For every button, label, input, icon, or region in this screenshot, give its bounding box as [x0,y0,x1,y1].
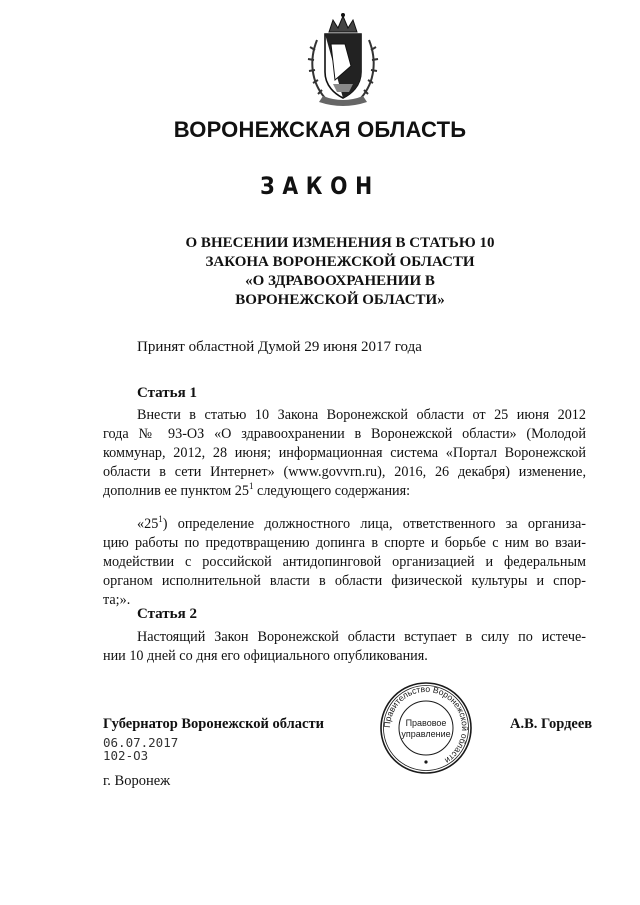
law-title-line: О ВНЕСЕНИИ ИЗМЕНЕНИЯ В СТАТЬЮ 10 [185,235,495,251]
text-fragment: следующего содержания: [253,483,411,499]
text-line: Настоящий Закон Воронежской области вступает в силу по истече- [137,629,586,645]
text-line: коммунар, 2012, 28 июня; информационная система «Портал Воронежской [103,445,586,461]
registration-date: 06.07.2017 [103,735,179,750]
stamp-ring-text: Правительство Воронежской области [381,683,471,766]
text-fragment: ) определение должностного лица, ответственного за организа- [162,516,586,532]
text-fragment: дополнив ее пунктом 25 [103,483,249,499]
text-line: модействии с российской антидопинговой организацией и федеральным [103,554,586,570]
law-title-line: «О ЗДРАВООХРАНЕНИИ В [245,273,435,289]
document-type: ЗАКОН [260,172,380,200]
adoption-note: Принят областной Думой 29 июня 2017 года [137,339,422,355]
law-title [140,234,540,310]
law-title-line: ЗАКОНА ВОРОНЕЖСКОЙ ОБЛАСТИ [205,254,475,270]
registration-number: 102-ОЗ [103,748,149,763]
text-line [103,482,586,501]
superscript: 1 [158,515,163,524]
text-fragment: «25 [137,516,159,532]
region-title: ВОРОНЕЖСКАЯ ОБЛАСТЬ [173,117,467,142]
article-1-paragraph [103,406,586,501]
text-line: года № 93-ОЗ «О здравоохранении в Воронежской области» (Молодой [103,426,586,442]
coat-of-arms-icon [305,10,381,110]
text-line: нии 10 дней со дня его официального опубликования. [103,648,428,664]
text-line: области в сети Интернет» (www.govvrn.ru), 2016, 26 декабря) изменение, [103,464,586,480]
text-line: Внести в статью 10 Закона Воронежской области от 25 июня 2012 [137,407,586,423]
text-line: органом исполнительной власти в области физической культуры и спор- [103,573,586,589]
article-1-quoted-item [103,515,586,610]
stamp-center-line: Правовое [405,718,447,728]
registration-block [103,736,178,762]
text-line [103,515,586,534]
text-line: цию работы по предотвращению допинга в спорте и борьбе с ним во взаи- [103,535,586,551]
signatory-position: Губернатор Воронежской области [103,716,324,732]
signatory-name: А.В. Гордеев [510,716,593,732]
article-2-paragraph [103,628,586,666]
article-1-title: Статья 1 [137,385,197,401]
city: г. Воронеж [103,773,171,789]
law-title-line: ВОРОНЕЖСКОЙ ОБЛАСТИ» [235,292,445,308]
official-stamp [378,680,474,776]
stamp-center-line: управление [401,729,451,739]
text-line: та;». [103,592,131,608]
article-2-title: Статья 2 [137,606,197,622]
superscript: 1 [249,482,254,491]
